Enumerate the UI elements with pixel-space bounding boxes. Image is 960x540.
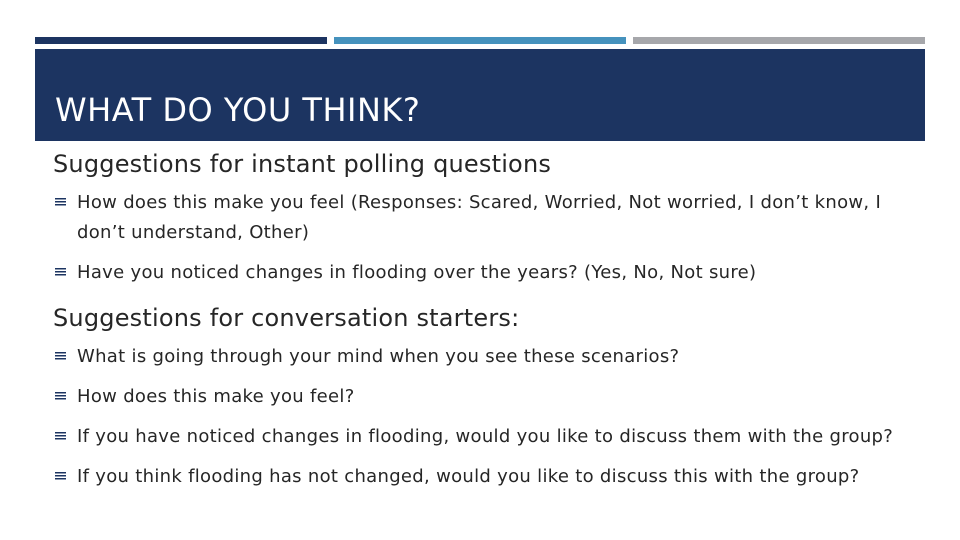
bullet-icon xyxy=(55,268,66,277)
bullet-text: How does this make you feel (Responses: Scared, Worried, Not worried, I don’t know, I don’t understand, Other) xyxy=(77,192,882,243)
list-item xyxy=(53,188,913,248)
bullet-icon xyxy=(55,392,66,401)
list-item xyxy=(53,342,913,372)
bullet-text: How does this make you feel? xyxy=(77,386,355,407)
accent-bar-blue xyxy=(334,37,626,44)
accent-bar-navy xyxy=(35,37,327,44)
slide-content xyxy=(53,146,913,502)
bullet-text: If you think flooding has not changed, would you like to discuss this with the group? xyxy=(77,466,860,487)
bullet-list xyxy=(53,342,913,492)
bullet-text: What is going through your mind when you see these scenarios? xyxy=(77,346,680,367)
bullet-text: Have you noticed changes in flooding over the years? (Yes, No, Not sure) xyxy=(77,262,757,283)
bullet-icon xyxy=(55,352,66,361)
bullet-icon xyxy=(55,472,66,481)
section-heading: Suggestions for conversation starters: xyxy=(53,304,520,332)
bullet-icon xyxy=(55,432,66,441)
accent-bar-gray xyxy=(633,37,925,44)
section-heading: Suggestions for instant polling questions xyxy=(53,150,552,178)
title-banner xyxy=(35,49,925,141)
polling-section xyxy=(53,146,913,288)
slide-title: WHAT DO YOU THINK? xyxy=(55,91,421,129)
conversation-section xyxy=(53,300,913,492)
bullet-icon xyxy=(55,198,66,207)
list-item xyxy=(53,462,913,492)
list-item xyxy=(53,422,913,452)
list-item xyxy=(53,382,913,412)
bullet-list xyxy=(53,188,913,288)
list-item xyxy=(53,258,913,288)
bullet-text: If you have noticed changes in flooding, would you like to discuss them with the group? xyxy=(77,426,894,447)
